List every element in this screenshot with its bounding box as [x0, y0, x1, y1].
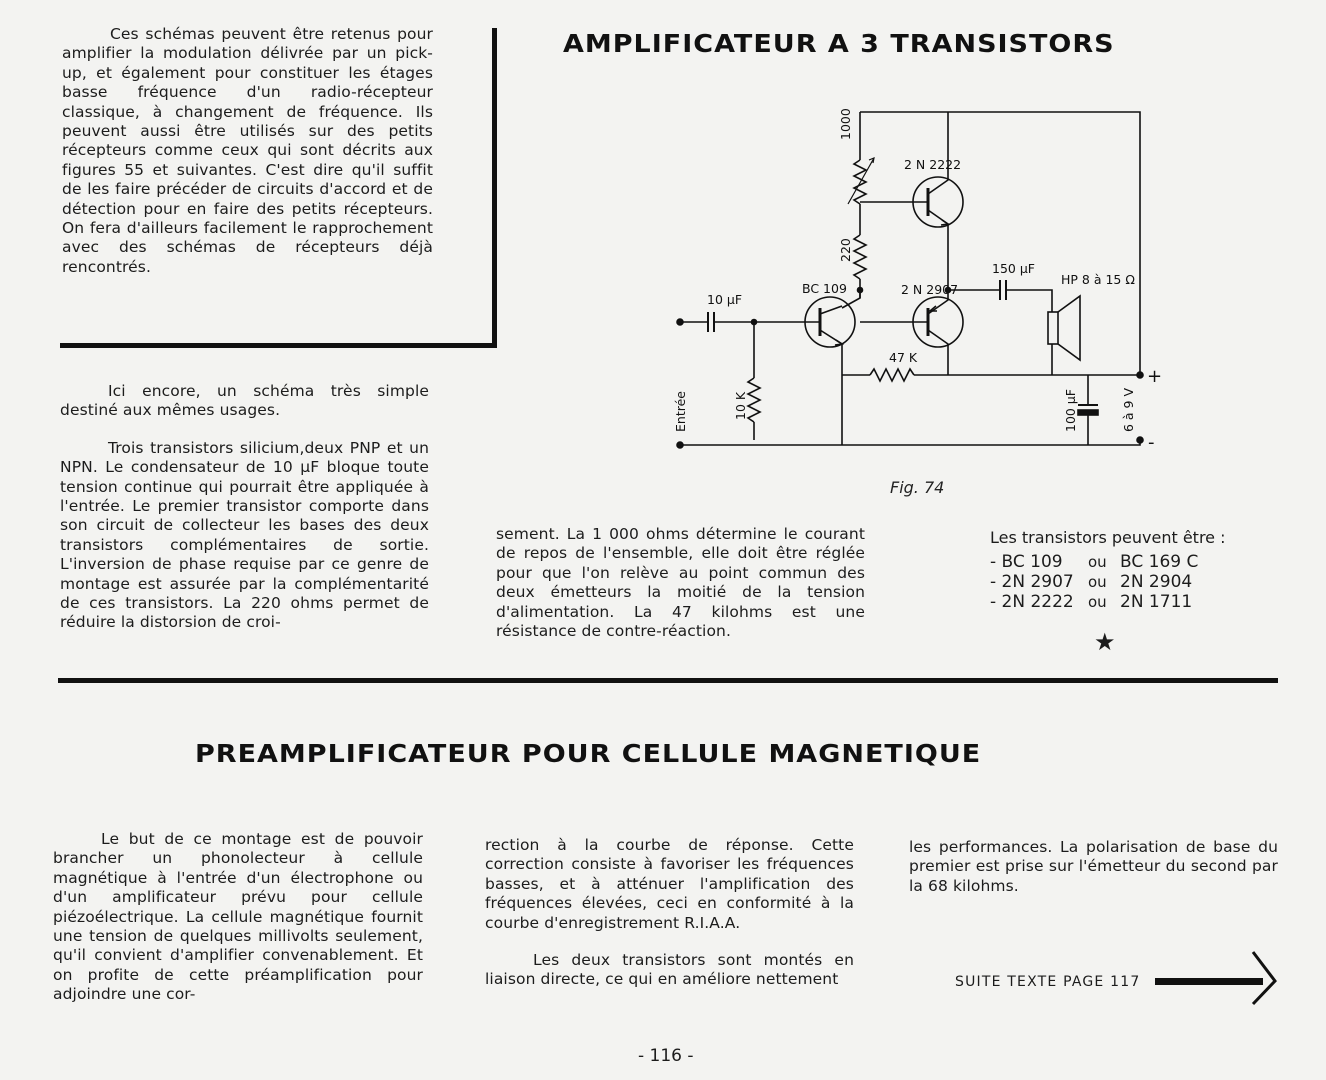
section-divider — [58, 678, 1278, 683]
label-r47k: 47 K — [889, 350, 918, 365]
preamp-col3: les performances. La polarisation de base du premier est prise sur l'émetteur du second par la 68 kilohms. — [909, 838, 1278, 895]
transistor-row: - BC 109 ou BC 169 C — [990, 552, 1199, 572]
label-r1000: 1000 — [838, 108, 853, 140]
amp-text-col1 — [60, 382, 429, 633]
preamp-col2: rection à la courbe de réponse. Cette correction consiste à favoriser les fréquences basses, et à atténuer l'amplification des fréquences élevées, ceci en conformité à la courbe d'enregistrement R.I.A.A. Les deux transistors sont montés en liaison directe, ce qui en améliore nettement — [485, 836, 854, 989]
resistor-10k — [748, 378, 760, 422]
transistor-row: - 2N 2907 ou 2N 2904 — [990, 572, 1193, 592]
label-plus: + — [1147, 366, 1163, 387]
label-q1: BC 109 — [802, 281, 847, 296]
preamp-col1: Le but de ce montage est de pouvoir brancher un phonolecteur à cellule magnétique à l'entrée d'un électrophone ou d'un amplificateur prévu pour cellule piézoélectrique. La cellule magnétique fournit une tension de quelques millivolts seulement, qu'il convient d'amplifier convenablement. Et on profite de cette préamplification pour adjoindre une cor- — [53, 830, 423, 1004]
amp-text-col2: sement. La 1 000 ohms détermine le courant de repos de l'ensemble, elle doit être réglée pour que l'on relève au point commun des deux émetteurs la moitié de la tension d'alimentation. La 47 kilohms est une résistance de contre-réaction. — [496, 525, 865, 641]
transistor-list-heading: Les transistors peuvent être : — [990, 528, 1226, 547]
intro-paragraph: Ces schémas peuvent être retenus pour amplifier la modulation délivrée par un pick-up, et également pour constituer les étages basse fréquence d'un radio-récepteur classique, à changement de fréquence. Ils peuvent aussi être utilisés sur des petits récepteurs comme ceux qui sont décrits aux figures 55 et suivantes. C'est dire qu'il suffit de les faire précéder de circuits d'accord et de détection pour en faire des petits récepteurs. On fera d'ailleurs facilement le rapprochement avec des schémas de récepteurs déjà rencontrés. — [62, 25, 433, 276]
intro-box-bottom-border — [60, 343, 497, 348]
resistor-220 — [854, 235, 866, 279]
page-number: - 116 - — [638, 1046, 694, 1066]
intro-box-right-border — [492, 28, 497, 348]
label-input: Entrée — [673, 391, 688, 432]
amp-title: AMPLIFICATEUR A 3 TRANSISTORS — [563, 30, 1115, 59]
label-q3: 2 N 2222 — [904, 157, 962, 172]
resistor-47k — [870, 369, 914, 381]
continued-note: SUITE TEXTE PAGE 117 — [955, 974, 1141, 990]
star-ornament: ★ — [1094, 628, 1116, 656]
label-minus: - — [1148, 432, 1155, 453]
arrow-right-icon — [1155, 948, 1280, 1008]
transistor-row: - 2N 2222 ou 2N 1711 — [990, 592, 1193, 612]
label-speaker: HP 8 à 15 Ω — [1061, 272, 1135, 287]
amp-paragraph-1: Ici encore, un schéma très simple destiné aux mêmes usages. — [60, 382, 429, 420]
label-csupply: 100 µF — [1063, 389, 1078, 432]
label-supply: 6 à 9 V — [1121, 387, 1136, 432]
preamp-title: PREAMPLIFICATEUR POUR CELLULE MAGNETIQUE — [195, 740, 982, 769]
amp-paragraph-2: Trois transistors silicium,deux PNP et un NPN. Le condensateur de 10 µF bloque toute tension continue qui pourrait être appliquée à l'entrée. Le premier transistor comporte dans son circuit de collecteur les bases des deux transistors complémentaires de sortie. L'inversion de phase requise par ce genre de montage est assurée par la complémentarité de ces transistors. La 220 ohms permet de réduire la distorsion de croi- — [60, 438, 429, 632]
label-cin: 10 µF — [707, 292, 743, 307]
label-r10k: 10 K — [733, 391, 748, 420]
label-r220: 220 — [838, 238, 853, 262]
label-q2: 2 N 2907 — [901, 282, 959, 297]
transistor-list — [990, 528, 1226, 612]
figure-caption: Fig. 74 — [890, 478, 945, 497]
label-cout: 150 µF — [992, 261, 1035, 276]
